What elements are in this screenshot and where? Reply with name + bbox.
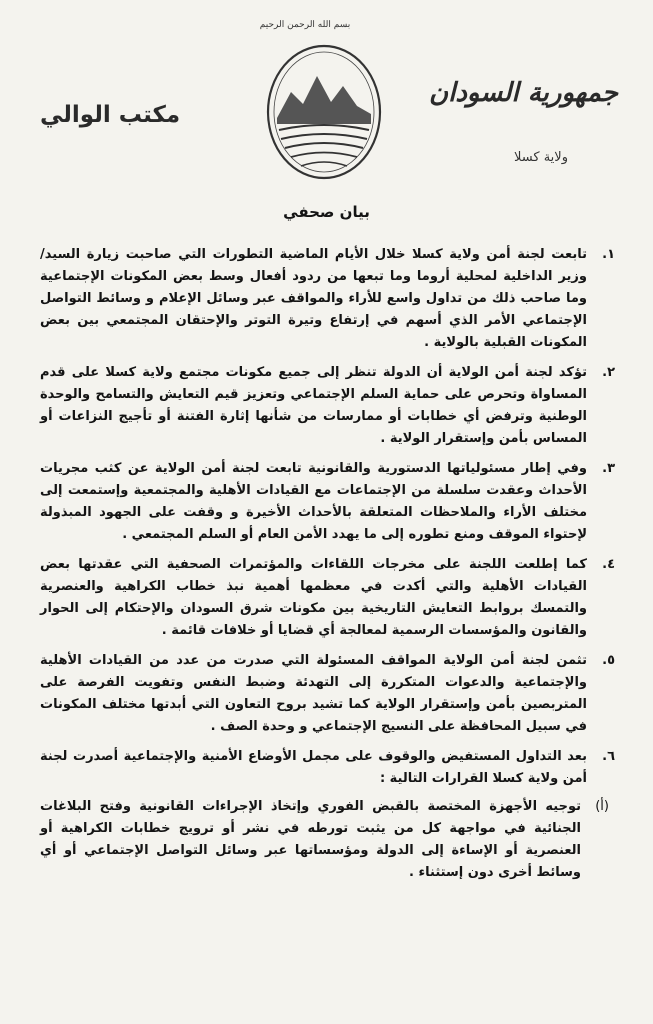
item-text: بعد التداول المستفيض والوقوف على مجمل الأوضاع الأمنية والإجتماعية أصدرت لجنة أمن ولاية كسلا القرارات التالية : [40, 749, 587, 786]
document-heading: بيان صحفي [283, 203, 370, 221]
item-number: ٦. [602, 749, 615, 764]
statement-item [40, 650, 615, 738]
statement-item [40, 746, 615, 884]
statement-item [40, 362, 615, 450]
statement-item [40, 244, 615, 354]
item-text: وفي إطار مسئولياتها الدستورية والقانونية تابعت لجنة أمن الولاية عن كثب مجريات الأحداث وعقدت سلسلة من الإجتماعات مع القيادات الأهلية والمجتمعية وإستمعت إلى مختلف الأراء والملاحظات المتعلقة بالأحداث الأخيرة و وقفت على الجهود المبذولة لإحتواء الموقف ومنع تطوره إلى ما يهدد الأمن العام أو السلم المجتمعي . [40, 461, 587, 542]
item-text: تثمن لجنة أمن الولاية المواقف المسئولة التي صدرت من عدد من القيادات الأهلية والإجتماعية والدعوات المتكررة إلى التهدئة وضبط النفس وتفويت الفرصة على المتربصين بأمن وإستقرار الولاية كما تشيد بروح التعاون التي أبدتها مختلف المكونات في سبيل المحافظة على النسيج الإجتماعي و وحدة الصف . [40, 653, 587, 734]
statement-item [40, 554, 615, 642]
basmala: بسم الله الرحمن الرحيم [259, 20, 351, 30]
item-text: كما إطلعت اللجنة على مخرجات اللقاءات والمؤتمرات الصحفية التي عقدتها بعض القيادات الأهلية والتي أكدت في معظمها أهمية نبذ خطاب الكراهية والعنصرية والتمسك بروابط التعايش التاريخية بين مكونات شرق السودان والإحتكام إلى الحوار والقانون والمؤسسات الرسمية لمعالجة أي قضايا أو خلافات قائمة . [40, 557, 587, 638]
office-title: مكتب الوالي [40, 102, 181, 128]
item-number: ٥. [602, 653, 615, 668]
item-number: ٢. [602, 365, 615, 380]
item-text: تابعت لجنة أمن ولاية كسلا خلال الأيام الماضية التطورات التي صاحبت زيارة السيد/ وزير الداخلية لمحلية أروما وما تبعها من ردود أفعال وسط بعض المكونات الإجتماعية وما صاحب ذلك من تداول واسع للأراء والمواقف عبر وسائل الإعلام و وسائط التواصل الإجتماعي الأمر الذي أسهم في إرتفاع وتيرة التوتر والإحتقان المجتمعي بين بعض المكونات القبلية بالولاية . [40, 247, 587, 350]
statement-body [40, 244, 615, 892]
state-emblem-icon [263, 42, 385, 182]
state-name: ولاية كسلا [514, 150, 568, 165]
item-number: ٤. [602, 557, 615, 572]
item-number: ١. [602, 247, 615, 262]
decision-item [40, 796, 609, 884]
item-body [40, 746, 609, 884]
item-text: تؤكد لجنة أمن الولاية أن الدولة تنظر إلى جميع مكونات مجتمع ولاية كسلا على قدم المساواة وتحرص على حماية السلم الإجتماعي وتعزيز قيم التعايش والتسامح والوحدة الوطنية وترفض أي خطابات أو ممارسات من شأنها إثارة الفتنة أو تأجيج النزاعات أو المساس بأمن وإستقرار الولاية . [40, 365, 587, 446]
decision-text: توجيه الأجهزة المختصة بالقبض الفوري وإتخاذ الإجراءات القانونية وفتح البلاغات الجنائية في مواجهة كل من يثبت تورطه في نشر أو ترويج خطابات الكراهية أو العنصرية أو الإساءة إلى الدولة ومؤسساتها عبر وسائل التواصل الإجتماعي أو أي وسائط أخرى دون إستثناء . [40, 799, 581, 880]
decision-number: (أ) [595, 799, 609, 814]
statement-item [40, 458, 615, 546]
country-title: جمهورية السودان [429, 78, 618, 108]
item-number: ٣. [602, 461, 615, 476]
